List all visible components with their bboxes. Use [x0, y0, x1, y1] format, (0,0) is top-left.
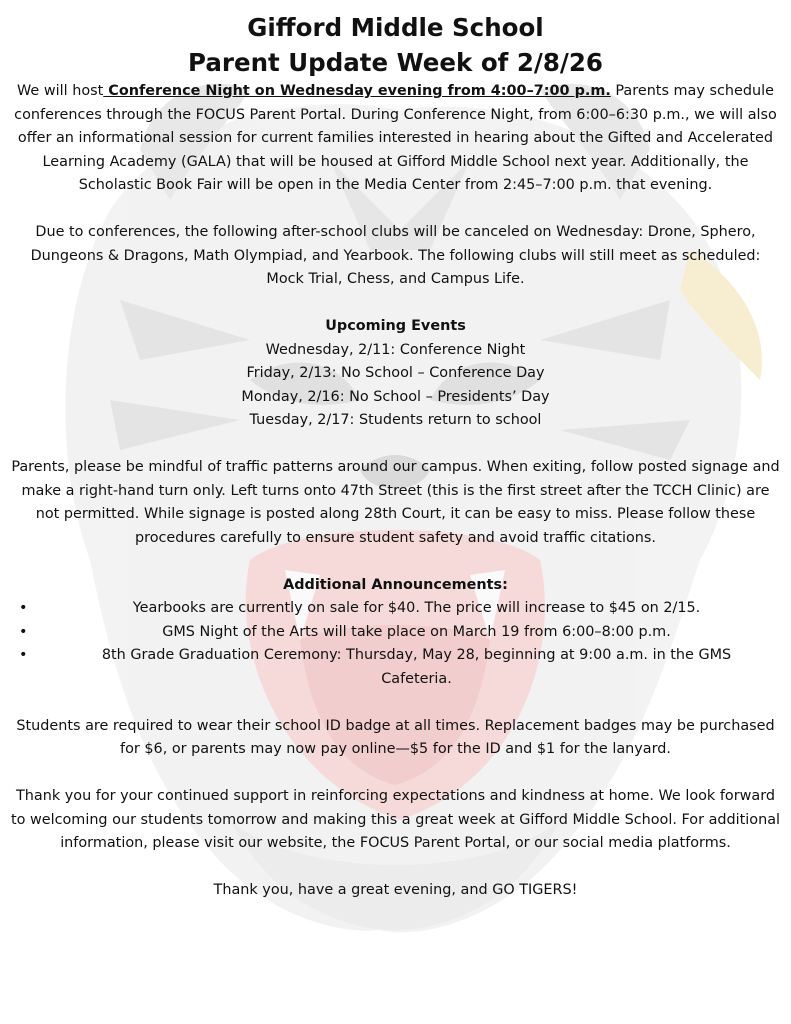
clubs-paragraph: Due to conferences, the following after-school clubs will be canceled on Wednesday: Drone, Sphero, Dungeons & Dragons, Math Olympiad, and Yearbook. The following clubs will still meet as scheduled: Mock Trial, Chess, and Campus Life.	[30, 224, 761, 287]
school-name: Gifford Middle School	[247, 13, 544, 42]
thank-you-paragraph: Thank you for your continued support in reinforcing expectations and kindness at home. We look forward to welcoming our students tomorrow and making this a great week at Gifford Middle School. For additional information, please visit our website, the FOCUS Parent Portal, or our social media platforms.	[10, 788, 781, 851]
event-item: Wednesday, 2/11: Conference Night	[265, 341, 526, 358]
list-item	[10, 621, 781, 645]
traffic-paragraph: Parents, please be mindful of traffic patterns around our campus. When exiting, follow posted signage and make a right-hand turn only. Left turns onto 47th Street (this is the first street after the TCCH Clinic) are not permitted. While signage is posted along 28th Court, it can be easy to miss. Please follow these procedures carefully to ensure student safety and avoid traffic citations.	[11, 459, 780, 546]
id-badge-paragraph: Students are required to wear their school ID badge at all times. Replacement badges may be purchased for $6, or parents may now pay online—$5 for the ID and $1 for the lanyard.	[16, 717, 775, 757]
conference-night-highlight: Conference Night on Wednesday evening from 4:00–7:00 p.m.	[103, 83, 611, 99]
event-item: Tuesday, 2/17: Students return to school	[249, 412, 542, 428]
bullet-icon: •	[19, 647, 28, 663]
announcement-text: 8th Grade Graduation Ceremony: Thursday, May 28, beginning at 9:00 a.m. in the GMS Cafeteria.	[101, 647, 732, 687]
bullet-icon: •	[19, 623, 28, 640]
event-item: Monday, 2/16: No School – Presidents’ Day	[241, 388, 550, 405]
upcoming-events-heading: Upcoming Events	[325, 318, 466, 334]
intro-lead: We will host	[17, 83, 104, 99]
announcement-text: Yearbooks are currently on sale for $40. The price will increase to $45 on 2/15.	[132, 600, 701, 616]
event-item: Friday, 2/13: No School – Conference Day	[246, 365, 545, 381]
parent-update-document	[10, 0, 781, 903]
list-item	[10, 644, 781, 691]
announcements-section	[10, 574, 781, 692]
upcoming-events-section	[10, 315, 781, 433]
update-title: Parent Update Week of 2/8/26	[188, 48, 603, 77]
announcement-text: GMS Night of the Arts will take place on March 19 from 6:00–8:00 p.m.	[162, 623, 671, 640]
intro-body: Parents may schedule conferences through the FOCUS Parent Portal. During Conference Night, from 6:00–6:30 p.m., we will also offer an informational session for current families interested in hearing about the Gifted and Accelerated Learning Academy (GALA) that will be housed at Gifford Middle School next year. Additionally, the Scholastic Book Fair will be open in the Media Center from 2:45–7:00 p.m. that evening.	[14, 83, 777, 193]
bullet-icon: •	[19, 600, 28, 616]
announcements-list	[10, 597, 781, 691]
announcements-heading: Additional Announcements:	[283, 576, 508, 593]
list-item	[10, 597, 781, 621]
conference-night-paragraph	[10, 80, 781, 198]
closing-line: Thank you, have a great evening, and GO TIGERS!	[213, 882, 578, 898]
